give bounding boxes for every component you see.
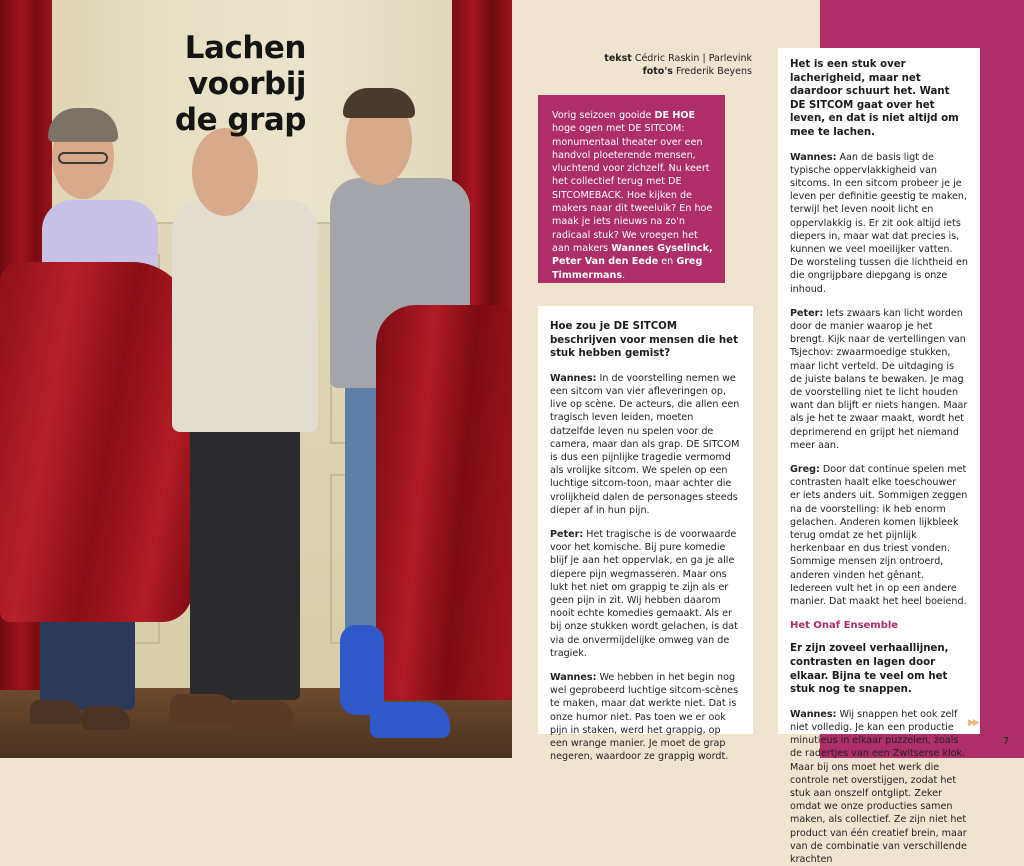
red-curtain-drape-left [0, 262, 192, 622]
text-column-left [538, 306, 753, 763]
intro-text-2: hoge ogen met DE SITCOM: monumentaal theater over een handvol ploeterende mensen, vluchtend voor zichzelf. Nu keert het collectief terug met DE SITCOMEBACK. Hoe kijken de makers naar dit tweeluik? En hoe maak je iets nieuws na zo'n radicaal stuk? We vroegen het aan makers [552, 123, 713, 254]
interview-answer [790, 151, 968, 296]
interview-answer [790, 307, 968, 452]
intro-makers: Wannes Gyselinck, Peter Van den Eede [552, 242, 713, 268]
answer-text: Door dat continue spelen met contrasten haalt elke toeschouwer er iets anders uit. Sommigen zeggen na de voorstelling: ik heb enorm gelachen. Anderen komen lijkbleek terug omdat ze het pijnlijk herkenbaar en dus triest vonden. Sommige mensen zijn ontroerd, anderen vinden het gênant. Iedereen vult het in op een andere manier. Dat maakt het heel boeiend. [790, 464, 968, 608]
answer-text: Het tragische is de voorwaarde voor het komische. Bij pure komedie blijf je aan het oppervlak, en ga je alle diepere pijn wegmasseren. Maar ons lukt het niet om grappig te zijn als er geen pijn in zit. Wij hebben daarom nooit echte komedies gemaakt. Als er bij onze stukken wordt gelachen, is dat via de onvermijdelijke omweg van de tragiek. [550, 529, 738, 659]
speaker-name: Wannes: [790, 708, 837, 720]
intro-company: DE HOE [654, 110, 696, 121]
credits [588, 52, 752, 78]
credit-photo-label: foto's [642, 66, 673, 77]
cover-photo [0, 0, 512, 758]
answer-text: Iets zwaars kan licht worden door de manier waarop je het brengt. Kijk naar de vertellingen van Tsjechov: zwaarmoedige stukken, maar licht verteld. De uitdaging is de juiste balans te bewaken. Je mag de voorstelling niet te licht houden want dan blijft er niets hangen. Maar als je het te zwaar maakt, wordt het deprimerend en grijpt het niemand meer aan. [790, 307, 968, 451]
speaker-name: Peter: [790, 307, 824, 319]
interview-question: Er zijn zoveel verhaallijnen, contrasten en lagen door elkaar. Bijna te veel om het stuk nog te snappen. [790, 643, 949, 696]
lead-statement: Het is een stuk over lacherigheid, maar net daardoor schuurt het. Want DE SITCOM gaat over het leven, en dat is niet altijd om mee te lachen. [790, 59, 959, 138]
intro-and: en [658, 256, 677, 268]
credit-photo-author: Frederik Beyens [675, 66, 752, 77]
speaker-name: Wannes: [550, 672, 597, 684]
speaker-name: Greg: [790, 464, 820, 476]
interview-answer [550, 528, 741, 660]
answer-text: We hebben in het begin nog wel geprobeerd luchtige sitcom-scènes te maken, maar dat werkte niet. Dat is onze humor niet. Pas toen we er ook pijn in staken, werd het grappig, op een wrange manier. Je moet de grap negeren, waardoor ze grappig wordt. [550, 672, 739, 763]
article-title [60, 30, 306, 138]
interview-answer [790, 463, 968, 608]
interview-answer [550, 671, 741, 763]
page-number: 7 [1003, 736, 1010, 747]
title-line-1: Lachen voorbij [184, 30, 306, 102]
interview-answer [790, 708, 968, 866]
red-curtain-drape-right [376, 305, 512, 700]
title-line-2: de grap [174, 102, 306, 138]
intro-maker-3: Greg Timmermans [552, 256, 703, 281]
interview-question: Hoe zou je DE SITCOM beschrijven voor mensen die het stuk hebben gemist? [550, 321, 738, 360]
answer-text: Aan de basis ligt de typische oppervlakkigheid van sitcoms. In een sitcom probeer je je leven per definitie geestig te maken, terwijl het leven nooit licht en oppervlakkig is. Er zit ook altijd iets diepers in, maar wat dat precies is, kunnen we veel moeilijker vatten. De worsteling tussen die lichtheid en die ongrijpbare diepgang is onze inhoud. [790, 151, 969, 295]
intro-box [538, 95, 725, 283]
text-column-right [778, 48, 980, 866]
credit-text-author: Cédric Raskin | Parlevink [634, 53, 752, 64]
credit-text-label: tekst [604, 53, 632, 64]
continue-arrows-icon: ▶▶ [968, 718, 978, 728]
answer-text: In de voorstelling nemen we een sitcom van vier afleveringen op, live op scène. De acteurs, die allen een tragisch leven leiden, moeten datzelfde leven nu spelen voor de camera, maar dan als grap. DE SITCOM is dus een pijnlijke tragedie vermomd als vrolijke sitcom. We spelen op een luchtige sitcom-toon, maar achter die vrolijkheid dalen de personages steeds dieper af in hun pijn. [550, 372, 740, 516]
speaker-name: Wannes: [550, 372, 597, 384]
speaker-name: Wannes: [790, 151, 837, 163]
intro-text-1: Vorig seizoen gooide [552, 110, 655, 121]
answer-text: Wij snappen het ook zelf niet volledig. Je kan een productie minutieus in elkaar puzzelen, zoals de radertjes van een Zwitserse klok. Maar bij ons moet het werk die controle net overstijgen, zodat het stuk aan onszelf ontglipt. Zeker omdat we onze producties samen maken, als collectief. Ze zijn niet het product van één creatief brein, maar van de combinatie van verschillende krachten [790, 708, 967, 866]
intro-end: . [622, 269, 626, 281]
interview-answer [550, 372, 741, 517]
speaker-name: Peter: [550, 529, 584, 541]
section-subheading: Het Onaf Ensemble [790, 620, 899, 632]
